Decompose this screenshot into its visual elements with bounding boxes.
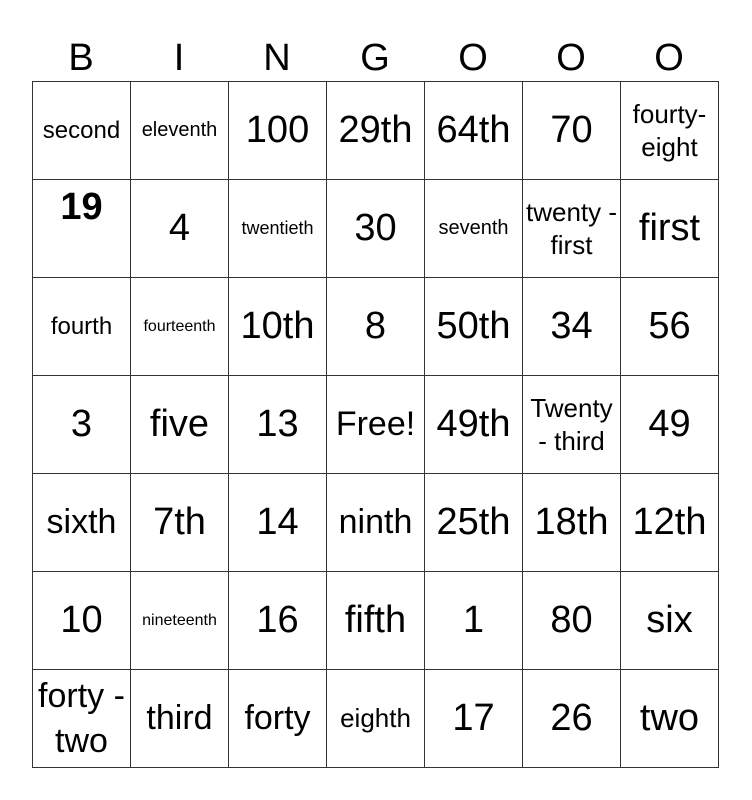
bingo-cell[interactable]: 8 bbox=[327, 278, 425, 376]
bingo-cell[interactable]: 34 bbox=[523, 278, 621, 376]
bingo-cell[interactable]: 26 bbox=[523, 670, 621, 768]
bingo-cell[interactable]: 80 bbox=[523, 572, 621, 670]
bingo-cell[interactable]: 13 bbox=[229, 376, 327, 474]
header-letter-o-3: O bbox=[654, 37, 684, 79]
bingo-cell[interactable]: 50th bbox=[425, 278, 523, 376]
bingo-cell[interactable]: 3 bbox=[33, 376, 131, 474]
bingo-cell[interactable]: 1 bbox=[425, 572, 523, 670]
bingo-cell[interactable]: fifth bbox=[327, 572, 425, 670]
bingo-cell[interactable]: 10 bbox=[33, 572, 131, 670]
bingo-cell[interactable]: 30 bbox=[327, 180, 425, 278]
bingo-cell[interactable]: forty - two bbox=[33, 670, 131, 768]
header-letter-g: G bbox=[360, 37, 390, 79]
bingo-cell[interactable]: fourteenth bbox=[131, 278, 229, 376]
header-letter-n: N bbox=[263, 37, 291, 79]
bingo-cell[interactable]: 12th bbox=[621, 474, 719, 572]
bingo-cell[interactable]: fourth bbox=[33, 278, 131, 376]
bingo-cell[interactable]: twentieth bbox=[229, 180, 327, 278]
bingo-cell[interactable]: 49 bbox=[621, 376, 719, 474]
bingo-cell[interactable]: six bbox=[621, 572, 719, 670]
bingo-cell[interactable]: second bbox=[33, 82, 131, 180]
bingo-cell[interactable]: third bbox=[131, 670, 229, 768]
bingo-cell[interactable]: 16 bbox=[229, 572, 327, 670]
bingo-cell[interactable]: first bbox=[621, 180, 719, 278]
bingo-cell[interactable]: 56 bbox=[621, 278, 719, 376]
bingo-cell[interactable]: 7th bbox=[131, 474, 229, 572]
bingo-cell[interactable]: 25th bbox=[425, 474, 523, 572]
header-letter-o-2: O bbox=[556, 37, 586, 79]
bingo-cell[interactable]: ninth bbox=[327, 474, 425, 572]
bingo-cell[interactable]: 100 bbox=[229, 82, 327, 180]
bingo-cell[interactable]: 70 bbox=[523, 82, 621, 180]
free-space-cell[interactable]: Free! bbox=[327, 376, 425, 474]
bingo-cell[interactable]: 10th bbox=[229, 278, 327, 376]
header-letter-b: B bbox=[68, 37, 94, 79]
bingo-cell[interactable]: 19 bbox=[33, 180, 131, 278]
bingo-cell[interactable]: 49th bbox=[425, 376, 523, 474]
bingo-cell[interactable]: 29th bbox=[327, 82, 425, 180]
bingo-cell[interactable]: five bbox=[131, 376, 229, 474]
header-letter-i: I bbox=[173, 37, 185, 79]
bingo-cell[interactable]: Twenty - third bbox=[523, 376, 621, 474]
bingo-cell[interactable]: 17 bbox=[425, 670, 523, 768]
bingo-cell[interactable]: 4 bbox=[131, 180, 229, 278]
bingo-cell[interactable]: 64th bbox=[425, 82, 523, 180]
bingo-cell[interactable]: forty bbox=[229, 670, 327, 768]
bingo-cell[interactable]: sixth bbox=[33, 474, 131, 572]
bingo-cell[interactable]: seventh bbox=[425, 180, 523, 278]
bingo-cell[interactable]: nineteenth bbox=[131, 572, 229, 670]
header-letter-o-1: O bbox=[458, 37, 488, 79]
bingo-board bbox=[32, 81, 719, 768]
bingo-header bbox=[32, 34, 718, 82]
bingo-cell[interactable]: 14 bbox=[229, 474, 327, 572]
bingo-cell[interactable]: eighth bbox=[327, 670, 425, 768]
bingo-cell[interactable]: 18th bbox=[523, 474, 621, 572]
bingo-cell[interactable]: eleventh bbox=[131, 82, 229, 180]
bingo-cell[interactable]: two bbox=[621, 670, 719, 768]
bingo-cell[interactable]: fourty- eight bbox=[621, 82, 719, 180]
bingo-cell[interactable]: twenty - first bbox=[523, 180, 621, 278]
